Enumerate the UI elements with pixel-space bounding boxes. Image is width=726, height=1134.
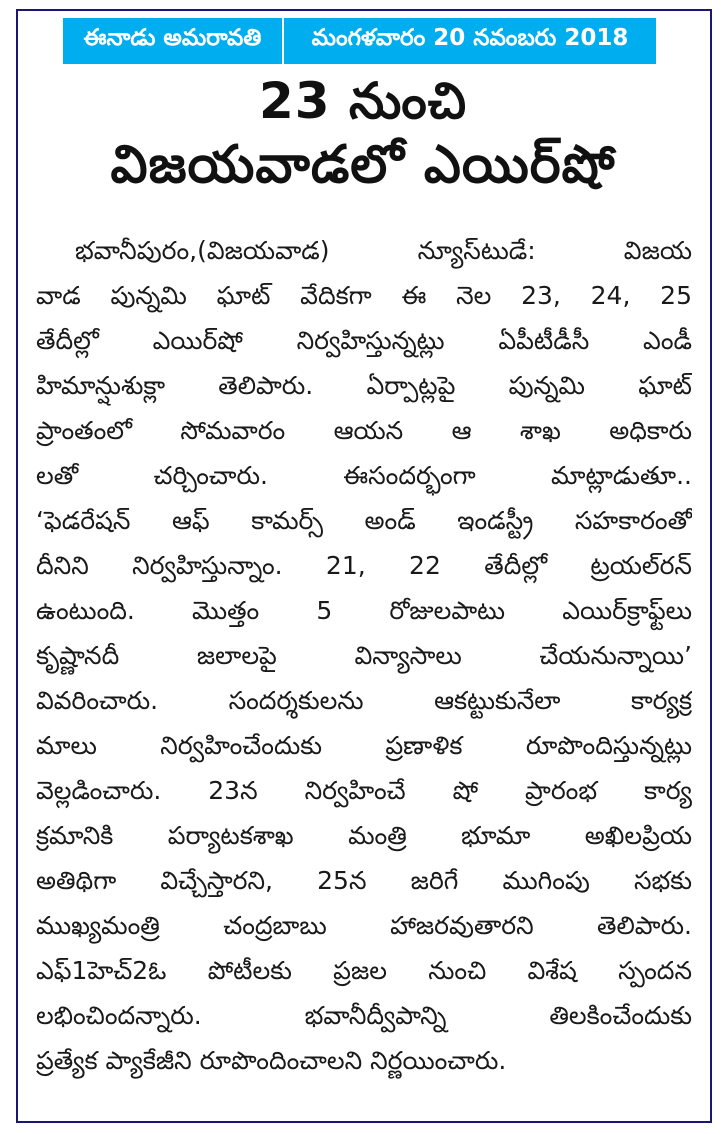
body-line: ‘ఫెడరేషన్ ఆఫ్ కామర్స్ అండ్ ఇండస్ట్రీ సహకారంతో (36, 506, 692, 535)
body-line: ప్రాంతంలో సోమవారం ఆయన ఆ శాఖ అధికారు (36, 416, 692, 445)
article-body (36, 228, 692, 1083)
masthead-band (63, 18, 656, 64)
body-line: హిమాన్షుశుక్లా తెలిపారు. ఏర్పాట్లపై పున్నమి ఘాట్ (36, 371, 692, 400)
body-line: భవానీపురం,(విజయవాడ) న్యూస్‌టుడే: విజయ (75, 236, 692, 265)
body-line: క్రమానికి పర్యాటకశాఖ మంత్రి భూమా అఖిలప్రియ (36, 821, 692, 850)
body-line: అతిథిగా విచ్చేస్తారని, 25న జరిగే ముగింపు సభకు (36, 866, 692, 895)
headline-line-1: 23 నుంచి (258, 72, 468, 130)
body-line: ముఖ్యమంత్రి చంద్రబాబు హాజరవుతారని తెలిపారు. (36, 911, 692, 940)
body-line: లతో చర్చించారు. ఈసందర్భంగా మాట్లాడుతూ.. (36, 461, 692, 490)
body-line: ఉంటుంది. మొత్తం 5 రోజులపాటు ఎయిర్‌క్రాఫ్ట్‌లు (36, 596, 692, 625)
publication-date: మంగళవారం 20 నవంబరు 2018 (284, 18, 656, 64)
body-line: తేదీల్లో ఎయిర్‌షో నిర్వహిస్తున్నట్లు ఏపీటీడీసీ ఎండీ (36, 326, 692, 355)
body-line: వివరించారు. సందర్శకులను ఆకట్టుకునేలా కార్యక్ర (36, 686, 692, 715)
body-line: లభించిందన్నారు. భవానీద్వీపాన్ని తిలకించేందుకు (36, 1001, 692, 1030)
body-line: కృష్ణానదీ జలాలపై విన్యాసాలు చేయనున్నాయి’ (36, 641, 692, 670)
body-line: వాడ పున్నమి ఘాట్ వేదికగా ఈ నెల 23, 24, 25 (36, 281, 692, 310)
body-line: వెల్లడించారు. 23న నిర్వహించే షో ప్రారంభ కార్య (36, 776, 692, 805)
body-line: ప్రత్యేక ప్యాకేజీని రూపొందించాలని నిర్ణయించారు. (36, 1046, 507, 1075)
paper-edition-label: ఈనాడు అమరావతి (63, 18, 282, 64)
body-line: దీనిని నిర్వహిస్తున్నాం. 21, 22 తేదీల్లో ట్రయల్‌రన్ (36, 551, 692, 580)
body-line: ఎఫ్1హెచ్2ఓ పోటీలకు ప్రజల నుంచి విశేష స్పందన (36, 956, 692, 985)
body-line: మాలు నిర్వహించేందుకు ప్రణాళిక రూపొందిస్తున్నట్లు (36, 731, 692, 760)
headline-line-2: విజయవాడలో ఎయిర్‌షో (110, 135, 616, 195)
